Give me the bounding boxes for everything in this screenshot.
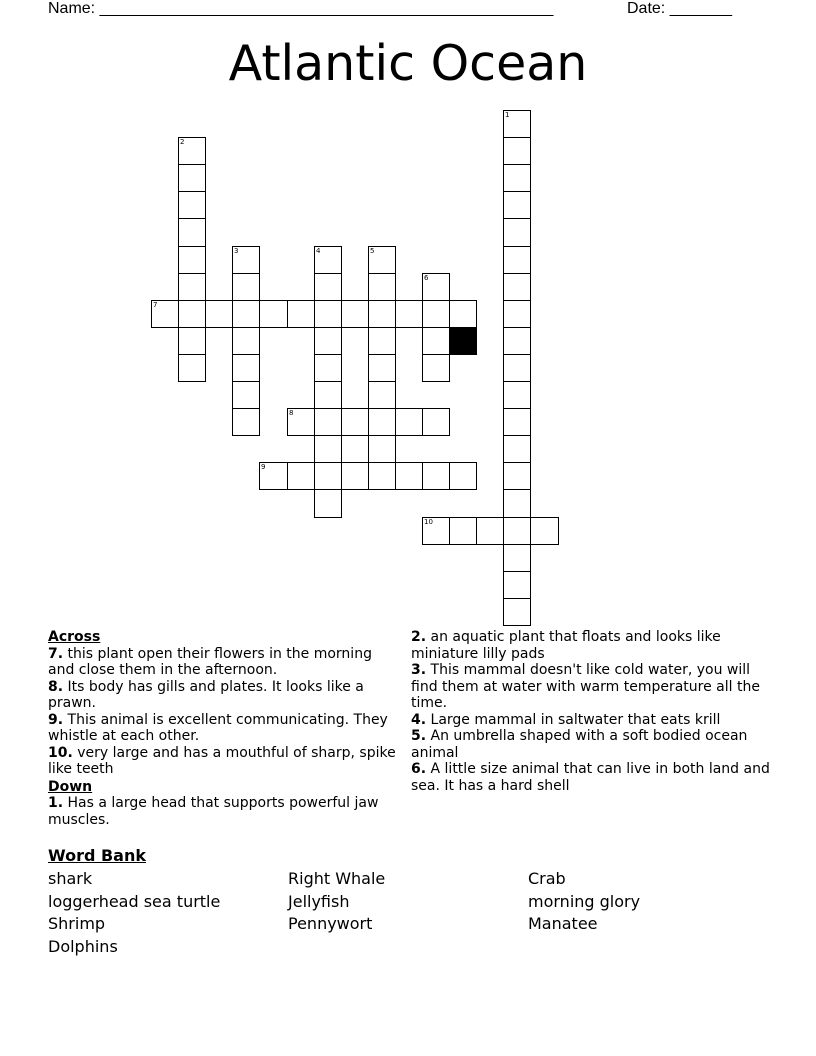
- answer-cell[interactable]: [314, 408, 342, 436]
- clue-text: This mammal doesn't like cold water, you will find them at water with warm temperature all the time.: [411, 662, 760, 711]
- answer-cell[interactable]: [503, 218, 531, 247]
- word-bank-item: shark: [48, 869, 93, 888]
- name-label: Name: ___________________________________________________: [48, 0, 554, 17]
- clue-text: Large mammal in saltwater that eats krill: [426, 711, 721, 728]
- down-clue-list: [48, 795, 398, 828]
- word-bank-item: Shrimp: [48, 914, 106, 934]
- answer-cell[interactable]: [422, 517, 450, 545]
- answer-cell[interactable]: [530, 517, 559, 545]
- answer-cell[interactable]: [368, 300, 396, 328]
- answer-cell[interactable]: [503, 544, 531, 572]
- answer-cell[interactable]: [503, 137, 531, 165]
- answer-cell[interactable]: [503, 327, 531, 355]
- word-bank-item: Dolphins: [48, 937, 118, 957]
- clue-number: 2: [180, 138, 185, 146]
- clue-number: 10: [424, 518, 433, 526]
- clue-item: [411, 629, 771, 662]
- answer-cell[interactable]: [368, 327, 396, 355]
- answer-cell[interactable]: [368, 246, 396, 274]
- clue-number: 2.: [411, 629, 427, 645]
- answer-cell[interactable]: [476, 517, 504, 545]
- date-label: Date: _______: [627, 0, 732, 17]
- across-clue-list: [48, 646, 398, 778]
- clue-number: 5: [370, 247, 375, 255]
- clue-item: [48, 712, 398, 745]
- answer-cell[interactable]: [259, 462, 288, 490]
- word-bank-item: Manatee: [528, 914, 598, 934]
- answer-cell[interactable]: [503, 435, 531, 463]
- puzzle-title: Atlantic Ocean: [228, 35, 588, 92]
- word-bank-item: Jellyfish: [288, 891, 350, 911]
- clue-text: this plant open their flowers in the morning and close them in the afternoon.: [48, 645, 372, 678]
- answer-cell[interactable]: [314, 489, 342, 518]
- black-square: [449, 327, 477, 355]
- answer-cell[interactable]: [503, 598, 531, 626]
- answer-cell[interactable]: [503, 517, 531, 545]
- clue-number: 7.: [48, 645, 64, 662]
- answer-cell[interactable]: [205, 300, 233, 328]
- word-bank-item: Pennywort: [288, 914, 373, 934]
- answer-cell[interactable]: [314, 462, 342, 490]
- clue-text: an aquatic plant that floats and looks like miniature lilly pads: [411, 629, 721, 662]
- clue-item: [48, 679, 398, 712]
- answer-cell[interactable]: [314, 354, 342, 382]
- clue-item: [48, 745, 398, 778]
- answer-cell[interactable]: [449, 462, 477, 490]
- answer-cell[interactable]: [503, 164, 531, 192]
- answer-cell[interactable]: [368, 354, 396, 382]
- clue-item: [411, 728, 771, 761]
- clue-number: 8.: [48, 678, 64, 695]
- word-bank-item: morning glory: [528, 891, 641, 911]
- answer-cell[interactable]: [368, 462, 396, 490]
- answer-cell[interactable]: [314, 273, 342, 301]
- down-heading: Down: [48, 778, 93, 795]
- answer-cell[interactable]: [232, 300, 260, 328]
- answer-cell[interactable]: [503, 191, 531, 219]
- answer-cell[interactable]: [287, 300, 315, 328]
- clue-number: 6: [424, 274, 429, 282]
- clue-item: [411, 662, 771, 712]
- answer-cell[interactable]: [422, 327, 450, 355]
- answer-cell[interactable]: [178, 354, 206, 382]
- clue-number: 9.: [48, 711, 64, 728]
- answer-cell[interactable]: [368, 408, 396, 436]
- word-bank-item: loggerhead sea turtle: [48, 891, 221, 911]
- clue-number: 9: [261, 463, 266, 471]
- answer-cell[interactable]: [178, 164, 206, 192]
- clues-right-column: [411, 629, 771, 794]
- answer-cell[interactable]: [395, 300, 423, 328]
- answer-cell[interactable]: [178, 246, 206, 274]
- answer-cell[interactable]: [368, 273, 396, 301]
- word-bank-item: Crab: [528, 869, 566, 888]
- answer-cell[interactable]: [503, 354, 531, 382]
- answer-cell[interactable]: [232, 408, 260, 436]
- clue-text: An umbrella shaped with a soft bodied ocean animal: [411, 728, 748, 761]
- answer-cell[interactable]: [178, 273, 206, 301]
- answer-cell[interactable]: [503, 273, 531, 301]
- answer-cell[interactable]: [422, 462, 450, 490]
- answer-cell[interactable]: [178, 137, 206, 165]
- answer-cell[interactable]: [503, 381, 531, 409]
- answer-cell[interactable]: [422, 300, 450, 328]
- clue-text: Its body has gills and plates. It looks like a prawn.: [48, 678, 364, 711]
- answer-cell[interactable]: [232, 273, 260, 301]
- answer-cell[interactable]: [314, 435, 342, 463]
- answer-cell[interactable]: [178, 300, 206, 328]
- answer-cell[interactable]: [449, 517, 477, 545]
- answer-cell[interactable]: [422, 273, 450, 301]
- clue-number: 4: [316, 247, 321, 255]
- down-clue-list-continued: [411, 629, 771, 794]
- answer-cell[interactable]: [341, 408, 369, 436]
- clue-number: 3.: [411, 662, 427, 678]
- answer-cell[interactable]: [232, 354, 260, 382]
- word-bank-item: Right Whale: [288, 869, 386, 888]
- word-bank-column-3: [528, 868, 640, 936]
- word-bank-title: Word Bank: [48, 846, 147, 865]
- answer-cell[interactable]: [395, 408, 423, 436]
- answer-cell[interactable]: [368, 381, 396, 409]
- answer-cell[interactable]: [314, 246, 342, 274]
- clue-number: 1.: [48, 795, 64, 811]
- answer-cell[interactable]: [503, 408, 531, 436]
- answer-cell[interactable]: [341, 300, 369, 328]
- answer-cell[interactable]: [503, 462, 531, 490]
- word-bank-column-2: [288, 868, 385, 936]
- answer-cell[interactable]: [178, 191, 206, 219]
- answer-cell[interactable]: [503, 489, 531, 518]
- clue-text: This animal is excellent communicating. They whistle at each other.: [48, 711, 388, 744]
- clue-number: 6.: [411, 761, 427, 777]
- clue-text: A little size animal that can live in both land and sea. It has a hard shell: [411, 761, 770, 794]
- across-heading: Across: [48, 629, 101, 645]
- answer-cell[interactable]: [232, 381, 260, 409]
- clue-item: [411, 712, 771, 729]
- word-bank-column-1: [48, 868, 220, 959]
- clues-left-column: [48, 629, 398, 828]
- answer-cell[interactable]: [422, 354, 450, 382]
- clue-item: [48, 646, 398, 679]
- clue-item: [48, 795, 398, 828]
- clue-number: 8: [289, 409, 294, 417]
- answer-cell[interactable]: [368, 435, 396, 463]
- clue-number: 4.: [411, 711, 427, 728]
- answer-cell[interactable]: [314, 327, 342, 355]
- clue-number: 1: [505, 111, 510, 119]
- answer-cell[interactable]: [314, 300, 342, 328]
- clue-number: 3: [234, 247, 239, 255]
- answer-cell[interactable]: [422, 408, 450, 436]
- clue-number: 10.: [48, 744, 73, 761]
- answer-cell[interactable]: [341, 462, 369, 490]
- answer-cell[interactable]: [151, 300, 179, 328]
- clue-text: very large and has a mouthful of sharp, spike like teeth: [48, 744, 396, 777]
- clue-number: 5.: [411, 728, 427, 744]
- answer-cell[interactable]: [259, 300, 288, 328]
- answer-cell[interactable]: [503, 246, 531, 274]
- answer-cell[interactable]: [503, 300, 531, 328]
- clue-number: 7: [153, 301, 158, 309]
- clue-item: [411, 761, 771, 794]
- answer-cell[interactable]: [503, 110, 531, 138]
- answer-cell[interactable]: [178, 327, 206, 355]
- answer-cell[interactable]: [503, 571, 531, 599]
- answer-cell[interactable]: [395, 462, 423, 490]
- clue-text: Has a large head that supports powerful jaw muscles.: [48, 795, 379, 828]
- answer-cell[interactable]: [232, 246, 260, 274]
- answer-cell[interactable]: [232, 327, 260, 355]
- answer-cell[interactable]: [314, 381, 342, 409]
- answer-cell[interactable]: [287, 408, 315, 436]
- answer-cell[interactable]: [178, 218, 206, 247]
- answer-cell[interactable]: [287, 462, 315, 490]
- answer-cell[interactable]: [449, 300, 477, 328]
